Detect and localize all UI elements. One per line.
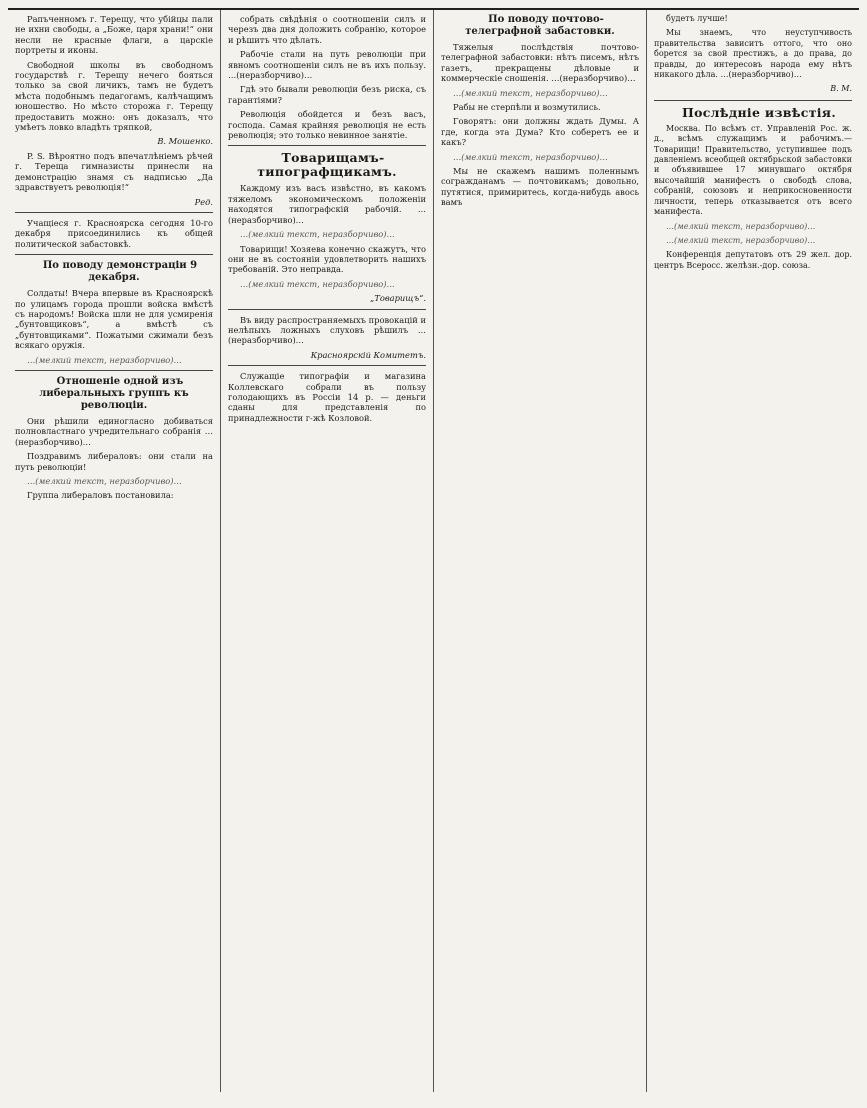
paragraph: Въ виду распространяемыхъ провокацій и нелѣпыхъ ложныхъ слуховъ рѣшилъ …(неразборчиво)… [228,314,426,346]
section-heading: Послѣдніе извѣстія. [681,104,836,120]
signature: В. Мошенко. [157,136,213,147]
paragraph: Группа либераловъ постановила: [27,490,174,501]
column-2 [220,10,433,1092]
paragraph: Говорятъ: они должны ждать Думы. А где, когда эта Дума? Кто соберетъ ее и какъ? [441,116,639,148]
paragraph: Каждому изъ васъ извѣстно, въ какомъ тяжеломъ экономическомъ положеніи находятся типографскій рабочій. …(неразборчиво)… [228,183,426,225]
paragraph: Учащіеся г. Красноярска сегодня 10-го декабря присоединились къ общей политической забастовкѣ. [15,217,213,249]
divider [228,145,426,146]
paragraph: Свободной школы въ свободномъ государствѣ г. Терещу нечего бояться только за свой личикъ, тамъ не будетъ мѣста подобнымъ педагогамъ, калѣчащимъ юношество. Но мѣсто сторожа г. Терещу предоставить можно: онъ доказалъ, что умѣетъ ловко владѣть тряпкой, [15,59,213,133]
article-heading: По поводу почтово-телеграфной забастовки. [465,14,615,37]
paragraph: будетъ лучше! [666,14,728,23]
column-4 [646,10,859,1092]
signature: Красноярскій Комитетъ. [310,349,426,360]
paragraph: Поздравимъ либераловъ: они стали на путь революціи! [15,451,213,472]
paragraph: Конференція депутатовъ отъ 29 жел. дор. центръ Всеросс. желѣзн.-дор. союза. [654,250,852,270]
postscript: P. S. Вѣроятно подъ впечатлѣніемъ рѣчей г. Тереща гимназисты принесли на демонстрацію знамя съ надписью „Да здравствуетъ революція!“ [15,150,213,193]
paragraph: Мы не скажемъ нашимъ поленнымъ согражданамъ — почтовикамъ; довольно, путятися, примиритесь, когда-нибудь авось вамъ [441,166,639,208]
paragraph: Мы знаемъ, что неуступчивость правительства зависитъ оттого, что оно борется за свой престижъ, а до права, до правды, до интересовъ народа ему нѣтъ никакого дѣла. …(неразборчиво)… [654,28,852,80]
paragraph: Рапъченномъ г. Терещу, что убійцы пали не ихни свободы, а „Боже, царя храни!“ они несли не красные флаги, а царскіе портреты и иконы. [15,14,213,56]
paragraph: …(мелкий текст, неразборчиво)… [27,354,182,365]
column-3 [433,10,646,1092]
paragraph: Товарищи! Хозяева конечно скажутъ, что они не въ состояніи удовлетворить нашихъ требованій. Это неправда. [228,243,426,275]
paragraph: Солдаты! Вчера впервые въ Красноярскѣ по улицамъ города прошли войска вмѣстѣ съ народомъ! Войска шли не для усмиренія „бунтовщиковъ“, а вмѣстѣ съ „бунтовщиками“. Пожатыми сжимали безъ всякаго оружія. [15,288,213,351]
paragraph: Москва. По всѣмъ ст. Управленій Рос. ж. д., всѣмъ служащимъ и рабочимъ.— Товарищи! Правительство, уступившее подъ давленіемъ всеобщей октябрьской забастовки и объявившее 17 минувшаго октября высочайшій манифестъ о свободѣ слова, собраній, союзовъ и неприкосновенности личности, теперь отказывается отъ всего манифеста. [654,123,852,217]
signature: В. М. [830,84,852,94]
article-heading: По поводу демонстраціи 9 декабря. [42,260,198,284]
paragraph: Служащіе типографіи и магазина Коллевскаго собрали въ пользу голодающихъ въ Россіи 14 р. — деньги сданы для представленія по принадлежности г-жѣ Козловой. [228,371,426,423]
divider [15,370,213,371]
paragraph: собрать свѣдѣнія о соотношеніи силъ и черезъ два дня доложить собранію, которое и рѣшитъ что дѣлать. [228,14,426,45]
divider [228,309,426,310]
signature: Ред. [194,196,213,207]
paragraph: …(мелкий текст, неразборчиво)… [453,87,608,98]
divider [228,365,426,366]
column-1 [8,10,220,1092]
divider [654,100,852,101]
paragraph: Гдѣ это бывали революціи безъ риска, съ гарантіями? [228,84,426,105]
divider [15,254,213,255]
article-heading: Товарищамъ-типографщикамъ. [257,150,397,180]
paragraph: Рабы не стерпѣли и возмутились. [453,102,601,113]
newspaper-page [8,8,859,1092]
paragraph: …(мелкий текст, неразборчиво)… [666,221,816,231]
paragraph: Тяжелыя послѣдствія почтово-телеграфной забастовки: нѣтъ писемъ, нѣтъ газетъ, прекращены дѣловые и коммерческіе сношенія. …(неразборчиво)… [441,42,639,84]
paragraph: Они рѣшили единогласно добиваться полновластнаго учредительнаго собранія …(неразборчиво)… [15,415,213,447]
paragraph: …(мелкий текст, неразборчиво)… [27,476,182,486]
paragraph: Рабочіе стали на путь революціи при явномъ соотношеніи силъ не въ ихъ пользу. …(неразборчиво)… [228,49,426,81]
paragraph: …(мелкий текст, неразборчиво)… [240,229,395,240]
paragraph: Революція обойдется и безъ васъ, господа. Самая крайняя революція не есть революція; это только невинное занятіе. [228,109,426,141]
article-heading: Отношеніе одной изъ либеральныхъ группъ къ революціи. [39,375,189,411]
paragraph: …(мелкий текст, неразборчиво)… [453,151,608,162]
signature: „Товарищъ“. [370,293,426,304]
paragraph: …(мелкий текст, неразборчиво)… [240,278,395,289]
paragraph: …(мелкий текст, неразборчиво)… [666,235,816,245]
divider [15,212,213,213]
